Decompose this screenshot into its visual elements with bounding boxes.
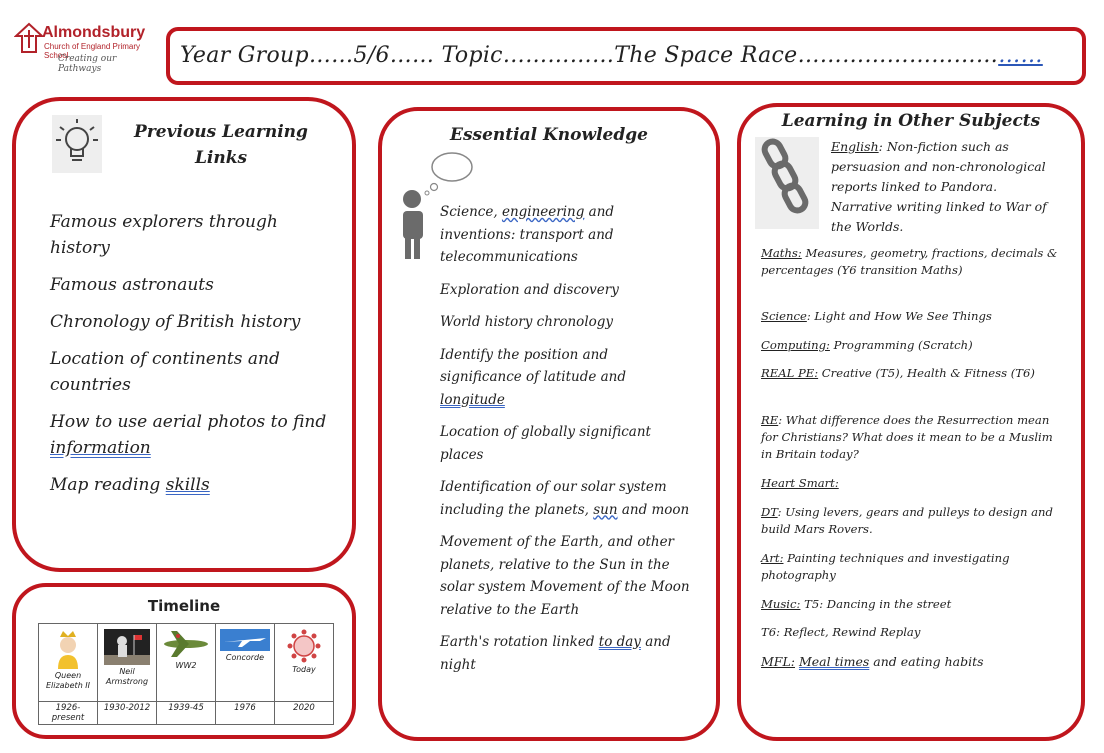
previous-list [50,209,340,509]
header-trailing: …… [998,43,1043,68]
art-text: Painting techniques and investigating photography [761,551,1010,582]
map-skills: skills [165,475,210,495]
rot-c: and night [440,634,671,673]
essential-item [440,201,690,269]
timeline-years: 1976 [216,702,275,725]
essential-item: Movement of the Earth, and other planets, relative to the Sun in the solar system Movement of the Moon relative to the Earth [440,534,690,618]
art-entry [761,550,1061,584]
logo-name: Almondsbury [42,24,146,41]
re-text: : What difference does the Resurrection mean for Christians? What does it mean to be a Muslim in Britain today? [761,413,1053,461]
maths-text: Measures, geometry, fractions, decimals & percentages (Y6 transition Maths) [761,246,1058,277]
essential-item [440,476,690,521]
header-text: Year Group……5/6…… Topic……………The Space Race……………………… [180,43,999,68]
header-line [180,43,1043,68]
pe-text: Creative (T5), Health & Fitness (T6) [818,366,1035,380]
dt-text: : Using levers, gears and pulleys to design and build Mars Rovers. [761,505,1053,536]
lightbulb-icon [52,115,102,173]
essential-item [440,344,690,412]
timeline-label: Concorde [225,653,265,662]
mfl-text: and eating habits [869,654,984,669]
mfl-mealtimes: Meal times [798,654,870,669]
previous-item [50,409,340,461]
re-subject: RE [761,413,779,427]
science-entry [761,308,1061,325]
timeline-event [275,624,334,702]
essential-item: Location of globally significant places [440,424,651,463]
school-logo-icon [14,22,44,56]
english-entry [831,137,1061,237]
queen-icon [52,629,84,669]
mfl-subject: MFL: [761,654,795,669]
pe-entry [761,365,1061,382]
header-box [166,27,1086,85]
essential-item [440,631,690,676]
previous-item: Location of continents and countries [50,349,280,395]
re-entry [761,412,1061,463]
other-subjects-box [737,103,1085,741]
timeline-event [39,624,98,702]
concorde-icon [220,629,270,651]
timeline-event [157,624,216,702]
previous-item: Famous astronauts [50,275,214,295]
previous-item: Chronology of British history [50,312,301,332]
heart-entry [761,475,1061,492]
timeline-heading: Timeline [147,597,221,615]
map-text: Map reading [50,475,166,495]
solar-sun: sun [593,501,618,518]
aerial-information: information [50,438,151,458]
timeline-table [38,623,334,725]
english-subject: English [831,139,879,154]
pe-subject: REAL PE: [761,366,819,380]
sci-engineering: engineering [501,204,585,220]
essential-heading: Essential Knowledge [450,125,648,145]
timeline-box [12,583,356,739]
maths-subject: Maths: [761,246,802,260]
essential-item: Exploration and discovery [440,281,619,298]
timeline-label: WW2 [175,661,197,670]
lat-longitude: longitude [440,391,505,408]
essential-item: World history chronology [440,314,614,330]
rot-a: Earth's rotation linked [440,634,599,650]
timeline-years: 1926-present [39,702,98,725]
rot-today: to day [598,634,641,650]
timeline-years: 1939-45 [157,702,216,725]
music-subject: Music: [761,597,801,611]
computing-text: Programming (Scratch) [829,338,973,352]
logo-motto: Creating our Pathways [58,54,117,74]
timeline-label: Neil Armstrong [105,667,149,686]
computing-entry [761,337,1061,354]
maths-entry [761,245,1061,279]
solar-c: and moon [617,501,690,518]
computing-subject: Computing: [761,338,830,352]
music-text: T5: Dancing in the street [800,597,952,611]
previous-item [50,472,340,498]
heart-subject: Heart Smart: [761,476,839,490]
timeline-years: 1930-2012 [98,702,157,725]
timeline-event [98,624,157,702]
sci-c: and inventions: transport and telecommunications [440,204,615,265]
english-text: : Non-fiction such as persuasion and non-chronological reports linked to Pandora. Narrative writing linked to War of the Worlds. [831,139,1047,234]
chain-links-icon [755,137,819,229]
astronaut-icon [104,629,150,665]
timeline-years: 2020 [275,702,334,725]
dt-entry [761,504,1061,538]
science-text: : Light and How We See Things [806,309,992,323]
spitfire-icon [161,629,211,659]
virus-icon [287,629,321,663]
school-logo [12,22,162,74]
t6-entry: T6: Reflect, Rewind Replay [761,625,921,639]
lat-a: Identify the position and significance of latitude and [440,346,627,385]
timeline-event [216,624,275,702]
aerial-text: How to use aerial photos to find [50,412,327,432]
other-heading: Learning in Other Subjects [781,111,1041,131]
solar-a: Identification of our solar system including the planets, [440,479,667,518]
science-subject: Science [761,309,807,323]
previous-item: Famous explorers through history [50,212,278,258]
music-entry [761,596,1061,613]
essential-list [440,201,690,686]
sci-a: Science, [440,204,502,220]
dt-subject: DT [761,505,778,519]
mfl-entry [761,653,1061,670]
timeline-label: Today [292,665,316,674]
timeline-label: Queen Elizabeth II [45,671,91,690]
essential-knowledge-box [378,107,720,741]
art-subject: Art: [761,551,784,565]
previous-heading: Previous Learning Links [134,122,308,168]
logo-school: Church of England Primary School [44,42,141,60]
previous-learning-box [12,97,356,572]
